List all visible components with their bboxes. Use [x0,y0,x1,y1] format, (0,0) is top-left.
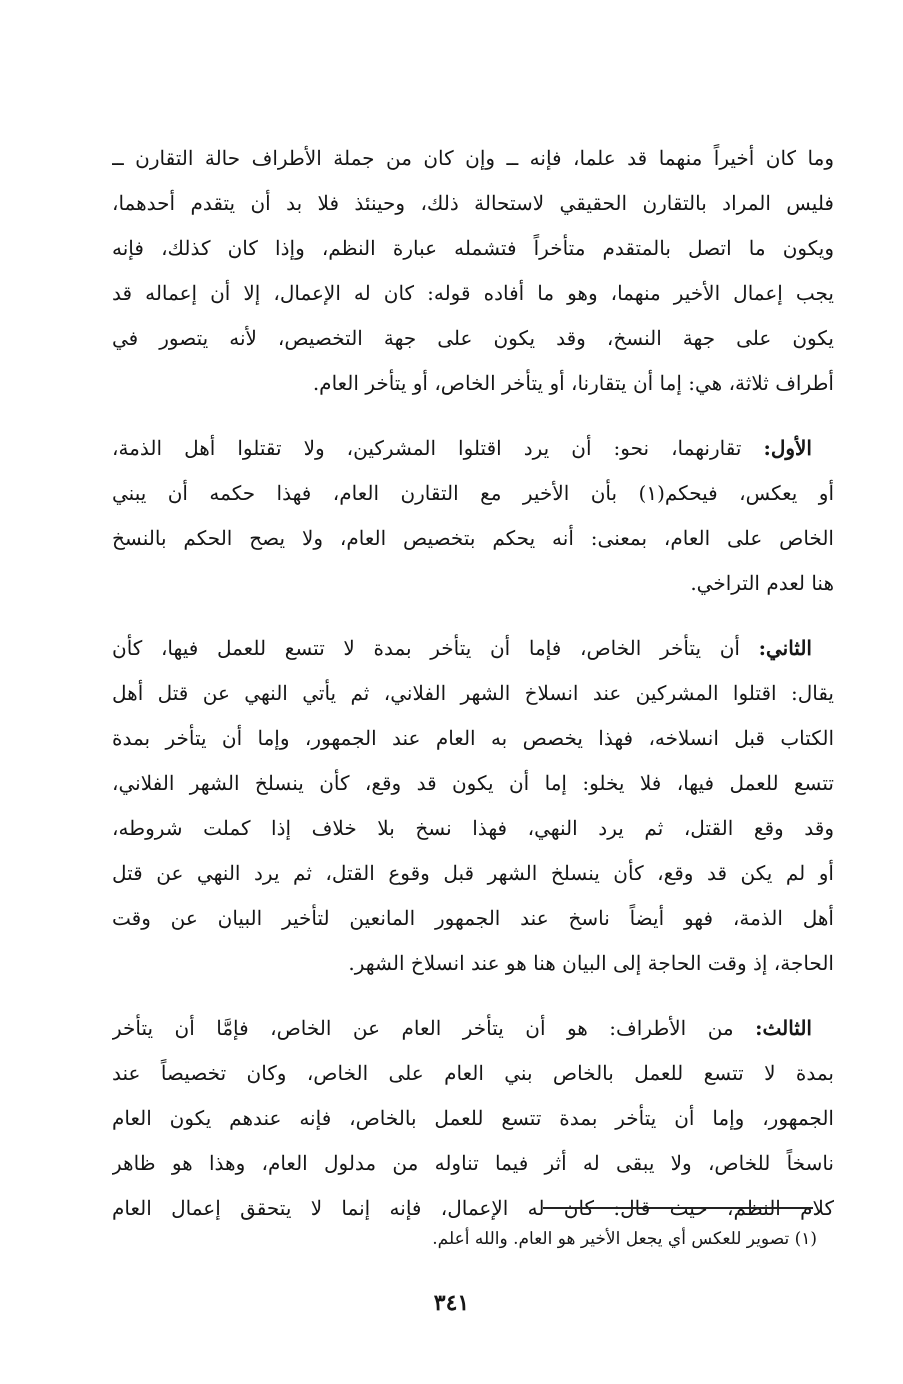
text-line: هنا لعدم التراخي. [690,571,834,595]
text-line: أطراف ثلاثة، هي: إما أن يتقارنا، أو يتأخر الخاص، أو يتأخر العام. [312,371,834,395]
text-line: الخاص على العام، بمعنى: أنه يحكم بتخصيص العام، ولا يصح الحكم بالنسخ [112,526,834,550]
text-line: يجب إعمال الأخير منهما، وهو ما أفاده قوله: كان له الإعمال، إلا أن إعماله قد [112,281,834,305]
footnote-divider [543,1207,813,1209]
paragraph-lead: الثالث: [755,1016,812,1040]
text-line: أو لم يكن قد وقع، كأن ينسلخ الشهر قبل وقوع القتل، ثم يرد النهي عن قتل [112,861,834,885]
text-line: ناسخاً للخاص، ولا يبقى له أثر فيما تناوله من مدلول العام، وهذا هو ظاهر [112,1151,834,1175]
paragraph-gap [112,606,834,626]
text-line: يقال: اقتلوا المشركين عند انسلاخ الشهر الفلاني، ثم يأتي النهي عن قتل أهل [112,681,834,705]
text-line: الكتاب قبل انسلاخه، فهذا يخصص به العام عند الجمهور، وإما أن يتأخر بمدة [112,726,834,750]
paragraph-gap [112,406,834,426]
text-line: وقد وقع القتل، ثم يرد النهي، فهذا نسخ بلا خلاف إذا كملت شروطه، [112,816,834,840]
text-line: تتسع للعمل فيها، فلا يخلو: إما أن يكون قد وقع، كأن ينسلخ الشهر الفلاني، [112,771,834,795]
text-line: بمدة لا تتسع للعمل بالخاص بني العام على الخاص، وكان تخصيصاً عند [112,1061,834,1085]
text-line [112,1006,834,1051]
footnote: (١) تصوير للعكس أي يجعل الأخير هو العام. والله أعلم. [432,1229,817,1249]
text-line: الحاجة، إذ وقت الحاجة إلى البيان هنا هو عند انسلاخ الشهر. [348,951,834,975]
paragraph-lead: الثاني: [758,636,812,660]
text-line [112,626,834,671]
text-line: وما كان أخيراً منهما قد علما، فإنه ــ وإن كان من جملة الأطراف حالة التقارن ــ [112,146,834,170]
text-line-rest: من الأطراف: هو أن يتأخر العام عن الخاص، فإمَّا أن يتأخر [112,1016,756,1040]
text-line: أو يعكس، فيحكم(١) بأن الأخير مع التقارن العام، فهذا حكمه أن يبني [112,481,834,505]
text-line-rest: أن يتأخر الخاص، فإما أن يتأخر بمدة لا تتسع للعمل فيها، كأن [112,636,759,660]
text-line: يكون على جهة النسخ، وقد يكون على جهة التخصيص، لأنه يتصور في [112,326,834,350]
main-text [112,136,834,1231]
text-line: الجمهور، وإما أن يتأخر بمدة تتسع للعمل بالخاص، فإنه عندهم يكون العام [112,1106,834,1130]
text-line [112,426,834,471]
text-line: أهل الذمة، فهو أيضاً ناسخ عند الجمهور المانعين لتأخير البيان عن وقت [112,906,834,930]
text-line: كلام النظم، حيث قال: كان له الإعمال، فإنه إنما لا يتحقق إعمال العام [112,1196,834,1220]
text-line-rest: تقارنهما، نحو: أن يرد اقتلوا المشركين، ولا تقتلوا أهل الذمة، [112,436,764,460]
text-line: ويكون ما اتصل بالمتقدم متأخراً فتشمله عبارة النظم، وإذا كان كذلك، فإنه [112,236,834,260]
paragraph-gap [112,986,834,1006]
page-number: ٣٤١ [433,1290,470,1316]
paragraph-lead: الأول: [763,436,812,460]
text-line: فليس المراد بالتقارن الحقيقي لاستحالة ذلك، وحينئذ فلا بد أن يتقدم أحدهما، [112,191,834,215]
